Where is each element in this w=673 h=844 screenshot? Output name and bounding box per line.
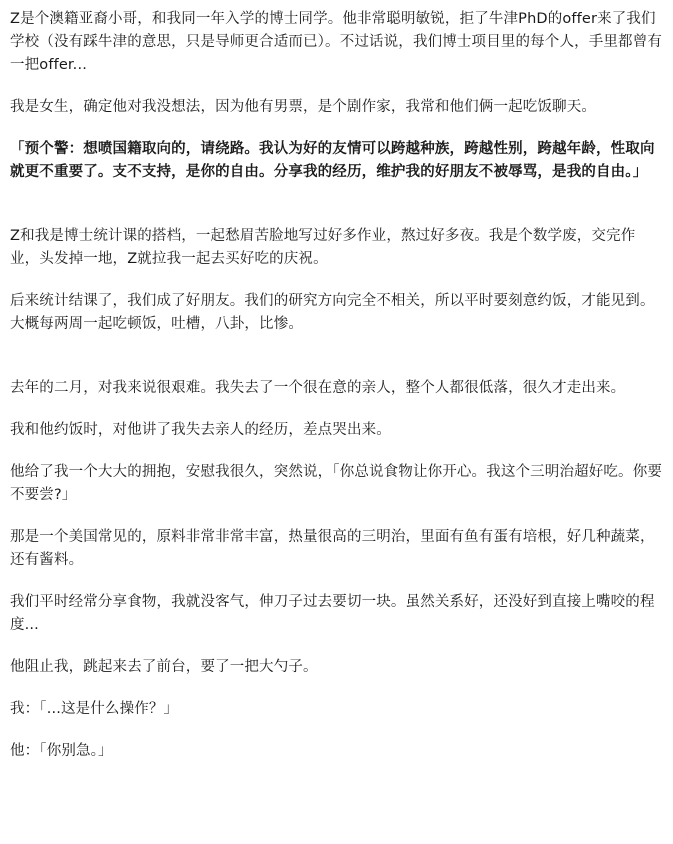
- paragraph-warning: 「预个警：想喷国籍取向的，请绕路。我认为好的友情可以跨越种族，跨越性别，跨越年龄，性取向就更不重要了。支不支持，是你的自由。分享我的经历，维护我的好朋友不被辱骂，是我的自由。」: [10, 141, 655, 180]
- paragraph-big-spoon: 他阻止我，跳起来去了前台，要了一把大勺子。: [10, 659, 318, 675]
- paragraph-hard-february: 去年的二月，对我来说很艰难。我失去了一个很在意的亲人，整个人都很低落，很久才走出来。: [10, 380, 626, 396]
- section-spacer: [10, 203, 663, 225]
- paragraph-friendship: 后来统计结课了，我们成了好朋友。我们的研究方向完全不相关，所以平时要刻意约饭，才能见到。大概每两周一起吃顿饭，吐槽，八卦，比惨。: [10, 293, 655, 332]
- paragraph-dialogue-him: 他：「你别急。」: [10, 743, 113, 759]
- paragraph-hug: 他给了我一个大大的拥抱，安慰我很久，突然说，「你总说食物让你开心。我这个三明治超好吃。你要不要尝?」: [10, 464, 662, 503]
- paragraph-intro: Z是个澳籍亚裔小哥，和我同一年入学的博士同学。他非常聪明敏锐，拒了牛津PhD的offer来了我们学校（没有踩牛津的意思，只是导师更合适而已）。不过话说，我们博士项目里的每个人，手里都曾有一把offer...: [10, 11, 662, 73]
- paragraph-sharing-food: 我们平时经常分享食物，我就没客气，伸刀子过去要切一块。虽然关系好，还没好到直接上嘴咬的程度...: [10, 594, 655, 633]
- paragraph-dinner-talk: 我和他约饭时，对他讲了我失去亲人的经历，差点哭出来。: [10, 422, 391, 438]
- paragraph-statistics-partners: Z和我是博士统计课的搭档，一起愁眉苦脸地写过好多作业，熬过好多夜。我是个数学废，交完作业，头发掉一地，Z就拉我一起去买好吃的庆祝。: [10, 228, 636, 267]
- paragraph-sandwich: 那是一个美国常见的，原料非常非常丰富，热量很高的三明治，里面有鱼有蛋有培根，好几种蔬菜，还有酱料。: [10, 529, 655, 568]
- paragraph-dialogue-me: 我：「...这是什么操作？」: [10, 701, 179, 717]
- section-spacer: [10, 355, 663, 377]
- paragraph-gender-note: 我是女生，确定他对我没想法，因为他有男票，是个剧作家，我常和他们俩一起吃饭聊天。: [10, 99, 596, 115]
